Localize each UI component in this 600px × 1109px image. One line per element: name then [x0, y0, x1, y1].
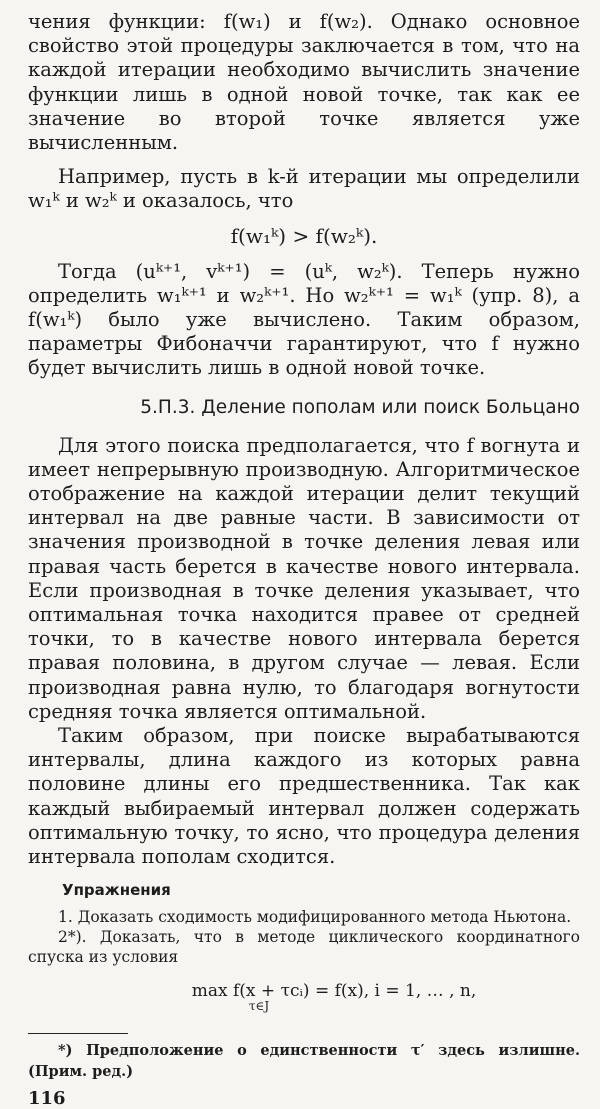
- paragraph-5: Таким образом, при поиске вырабатываются интервалы, длина каждого из которых равна половине длины его предшественника. Так как каждый выбираемый интервал должен содержать оптимальную точку, то ясно, что процедура деления интервала пополам сходится.: [28, 724, 580, 869]
- exercise-2: 2*). Доказать, что в методе циклического координатного спуска из условия: [28, 928, 580, 967]
- section-title: 5.П.3. Деление пополам или поиск Больцано: [140, 396, 580, 418]
- footnote-divider: [28, 1033, 128, 1034]
- formula-max: [88, 981, 580, 1013]
- paragraph-2: Например, пусть в k-й итерации мы определили w₁ᵏ и w₂ᵏ и оказалось, что: [28, 165, 580, 213]
- footnote: *) Предположение о единственности τ′ здесь излишне. (Прим. ред.): [28, 1042, 580, 1081]
- exercise-1: 1. Доказать сходимость модифицированного метода Ньютона.: [58, 908, 572, 927]
- paragraph-3: Тогда (uᵏ⁺¹, vᵏ⁺¹) = (uᵏ, w₂ᵏ). Теперь нужно определить w₁ᵏ⁺¹ и w₂ᵏ⁺¹. Но w₂ᵏ⁺¹ = w₁ᵏ (упр. 8), а f(w₁ᵏ) было уже вычислено. Таким образом, параметры Фибоначчи гарантируют, что f нужно будет вычислить лишь в одной новой точке.: [28, 259, 580, 380]
- formula-inequality: f(w₁ᵏ) > f(w₂ᵏ).: [230, 223, 378, 248]
- book-page: [28, 10, 580, 1109]
- formula-max-subscript: τ∈J: [248, 999, 270, 1014]
- paragraph-4: Для этого поиска предполагается, что f вогнута и имеет непрерывную производную. Алгоритмическое отображение на каждой итерации делит текущий интервал на две равные части. В зависимости от значения производной в точке деления левая или правая часть берется в качестве нового интервала. Если производная в точке деления указывает, что оптимальная точка находится правее от средней точки, то в качестве нового интервала берется правая половина, в другом случае — левая. Если производная равна нулю, то благодаря вогнутости средняя точка является оптимальной.: [28, 433, 580, 723]
- exercises-heading: Упражнения: [62, 881, 171, 900]
- formula-max-body: max f(x + τcᵢ) = f(x), i = 1, … , n,: [191, 981, 477, 1002]
- page-number: 116: [28, 1088, 66, 1109]
- paragraph-1: чения функции: f(w₁) и f(w₂). Однако основное свойство этой процедуры заключается в том, что на каждой итерации необходимо вычислить значение функции лишь в одной новой точке, так как ее значение во второй точке является уже вычисленным.: [28, 10, 580, 155]
